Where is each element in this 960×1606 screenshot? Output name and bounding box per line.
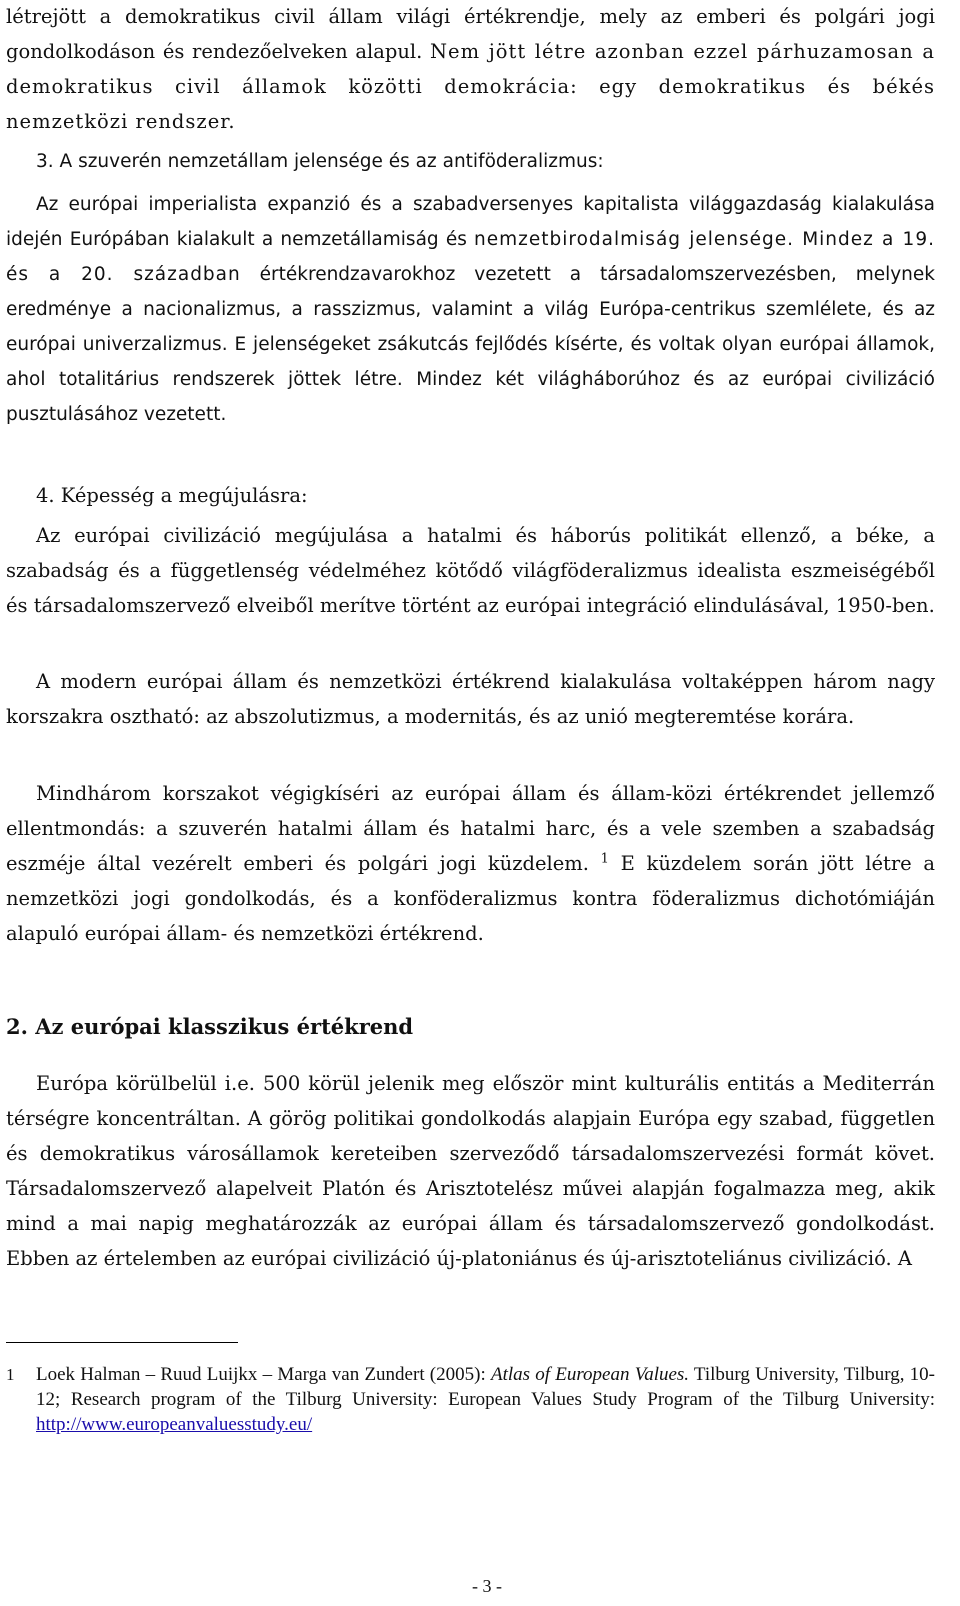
footnote-source: Tilburg University, Tilburg, 10-12; Research program of the Tilburg University: European Values Study Program of the Tilburg University: (36, 1364, 935, 1410)
three-eras-paragraph (6, 776, 935, 951)
footnote (6, 1362, 935, 1437)
footnote-link[interactable]: http://www.europeanvaluesstudy.eu/ (36, 1414, 313, 1435)
page-number-text: - 3 - (472, 1576, 502, 1596)
section-4-title: 4. Képesség a megújulásra: (36, 484, 308, 507)
modern-state-paragraph: A modern európai állam és nemzetközi értékrend kialakulása voltaképpen három nagy korszakra osztható: az abszolutizmus, a modernitás, és az unió megteremtése korára. (6, 670, 935, 728)
chapter-2-paragraph: Európa körülbelül i.e. 500 körül jelenik meg először mint kulturális entitás a Mediterrán térségre koncentráltan. A görög politikai gondolkodás alapjain Európa egy szabad, független és demokratikus városállamok kereteiben szerveződő társadalomszervezési formát követ. Társadalomszervező alapelveit Platón és Arisztotelész művei alapján fogalmazza meg, akik mind a mai napig meghatározzák az európai állam és társadalomszervező gondolkodást. Ebben az értelemben az európai civilizáció új-platoniánus és új-arisztoteliánus civilizáció. A (6, 1072, 935, 1270)
section-3-paragraph (6, 187, 935, 432)
section-3-title: 3. A szuverén nemzetállam jelensége és az antiföderalizmus: (36, 151, 604, 172)
section-3-text-a: Az európai imperialista expanzió és a szabadversenyes kapitalista világgazdaság kialakulása idején Európában kialakult a nemzetállamiság és (6, 194, 935, 250)
footnote-separator (6, 1342, 238, 1343)
footnote-text (36, 1362, 935, 1437)
footnote-mark: 1 (6, 1365, 15, 1384)
footnote-authors: Loek Halman – Ruud Luijkx – Marga van Zundert (2005): (36, 1364, 491, 1385)
intro-sentence-2: Nem jött létre azonban ezzel párhuzamosan a demokratikus civil államok közötti demokrácia: egy demokratikus és békés nemzetközi rendszer. (6, 40, 935, 133)
footnote-reference[interactable]: 1 (600, 851, 609, 867)
footnote-book-title: Atlas of European Values. (490, 1364, 690, 1385)
section-4-paragraph: Az európai civilizáció megújulása a hatalmi és háborús politikát ellenző, a béke, a szabadság és a függetlenség védelméhez kötődő világföderalizmus idealista eszmeiségéből és társadalomszervező elveiből merítve történt az európai integráció elindulásával, 1950-ben. (6, 524, 935, 617)
section-3-text-b: nemzetbirodalmiság jelensége. Mindez a 19. és a 20. században (6, 229, 935, 285)
page-number (0, 1576, 960, 1597)
three-eras-text-a: Mindhárom korszakot végigkíséri az európai állam és állam-közi értékrendet jellemző ellentmondás: a szuverén hatalmi állam és hatalmi harc, és a vele szemben a szabadság eszméje által vezérelt emberi és polgári jogi küzdelem. (6, 782, 935, 875)
chapter-2-heading: 2. Az európai klasszikus értékrend (6, 1014, 414, 1039)
intro-paragraph (6, 0, 935, 139)
section-3-text-c: értékrendzavarokhoz vezetett a társadalomszervezésben, melynek eredménye a nacionalizmus, a rasszizmus, valamint a világ Európa-centrikus szemlélete, és az európai univerzalizmus. E jelenségeket zsákutcás fejlődés kísérte, és voltak olyan európai államok, ahol totalitárius rendszerek jöttek létre. Mindez két világháborúhoz és az európai civilizáció pusztulásához vezetett. (6, 264, 936, 425)
three-eras-text-b: E küzdelem során jött létre a nemzetközi jogi gondolkodás, és a konföderalizmus kontra föderalizmus dichotómiáján alapuló európai állam- és nemzetközi értékrend. (6, 852, 936, 945)
intro-sentence-1: létrejött a demokratikus civil állam világi értékrendje, mely az emberi és polgári jogi gondolkodáson és rendezőelveken alapul. (6, 5, 935, 63)
